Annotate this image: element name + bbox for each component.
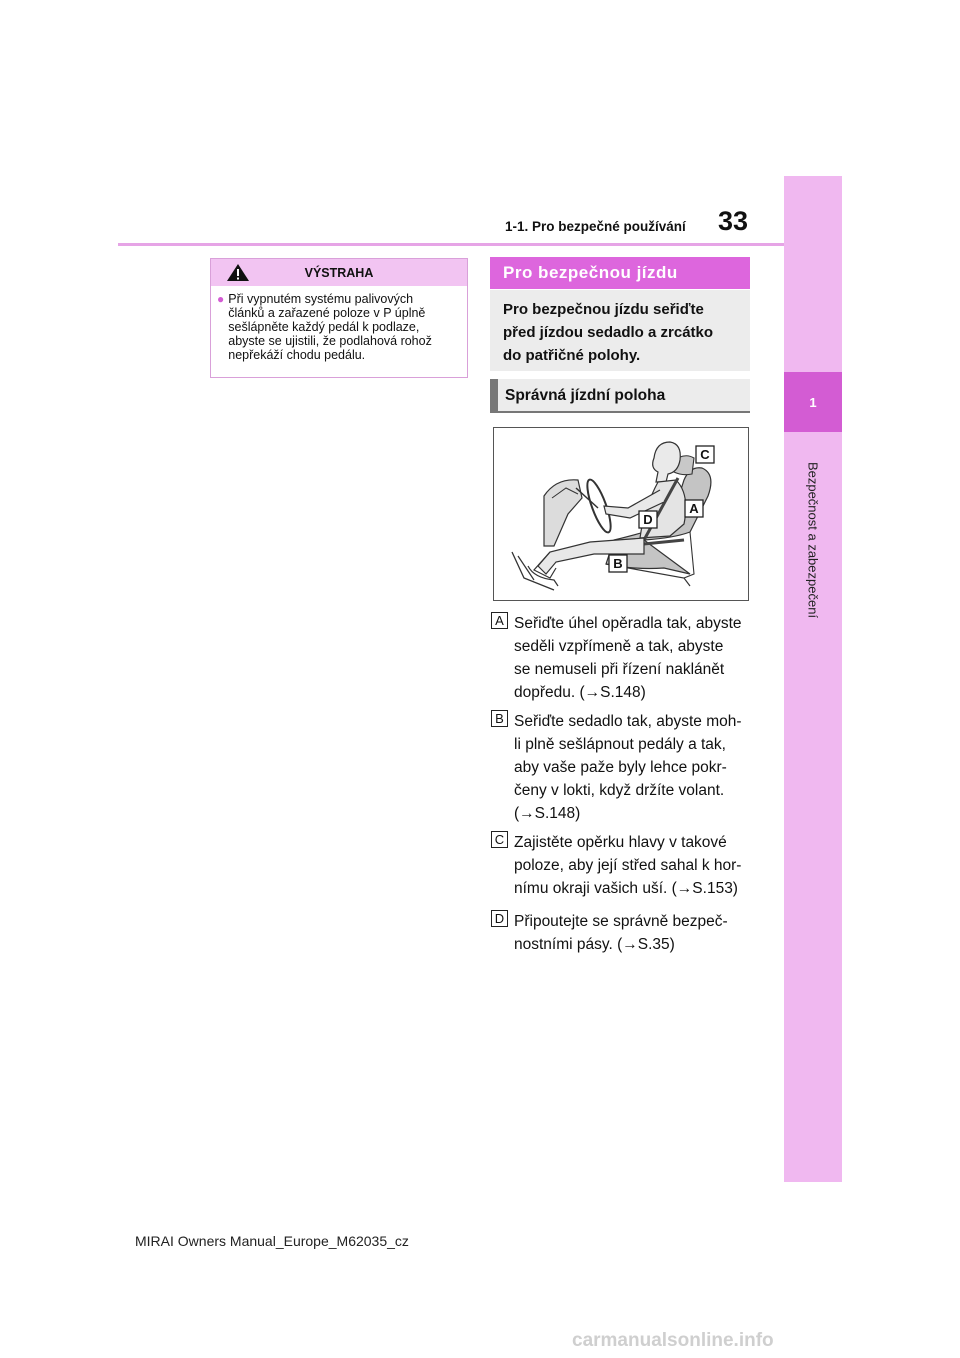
item-text [514, 831, 753, 900]
item-line: Seřiďte úhel opěradla tak, abyste [514, 615, 742, 632]
warning-box [210, 258, 468, 378]
item-line: aby vaše paže byly lehce pokr- [514, 759, 727, 776]
summary-line: do patřičné polohy. [503, 347, 641, 364]
section-header: 1-1. Pro bezpečné používání [505, 219, 686, 234]
warning-line: sešlápněte každý pedál k podlaze, [228, 320, 420, 334]
item-text [514, 910, 753, 956]
warning-line: nepřekáží chodu pedálu. [228, 348, 366, 362]
bullet-icon: ● [217, 292, 225, 306]
callout-a-label: A [689, 501, 699, 516]
summary-line: před jízdou sedadlo a zrcátko [503, 324, 714, 341]
chapter-side-tab [784, 176, 842, 1182]
section-summary [490, 290, 750, 371]
item-text [514, 612, 753, 704]
page-number: 33 [718, 206, 749, 236]
callout-d-label: D [643, 512, 653, 527]
item-letter: A [491, 612, 508, 629]
warning-body [211, 286, 467, 362]
callout-c-label: C [700, 447, 710, 462]
header-divider [118, 243, 784, 246]
callout-b-label: B [613, 556, 623, 571]
section-title: Pro bezpečnou jízdu [490, 257, 750, 289]
warning-text [228, 292, 432, 362]
item-line: nímu okraji vašich uší. (→S.153) [514, 880, 738, 897]
callout-a [685, 500, 703, 517]
item-text [514, 710, 753, 825]
item-line: poloze, aby její střed sahal k hor- [514, 857, 742, 874]
warning-title: VÝSTRAHA [304, 265, 374, 280]
callout-b [609, 555, 627, 572]
item-line: Připoutejte se správně bezpeč- [514, 913, 728, 930]
item-line: li plně sešlápnout pedály a tak, [514, 736, 726, 753]
item-line: Seřiďte sedadlo tak, abyste moh- [514, 713, 742, 730]
item-letter: B [491, 710, 508, 727]
item-line: Zajistěte opěrku hlavy v takové [514, 834, 727, 851]
item-letter: C [491, 831, 508, 848]
item-line: seděli vzpřímeně a tak, abyste [514, 638, 724, 655]
subsection-title: Správná jízdní poloha [490, 379, 750, 412]
callout-d [639, 511, 657, 528]
warning-triangle-icon [226, 263, 250, 285]
warning-line: abyste se ujistili, že podlahová rohož [228, 334, 432, 348]
item-line: (→S.148) [514, 805, 581, 822]
subsection-divider [490, 411, 750, 413]
callout-c [696, 446, 714, 463]
instruction-item-b [491, 710, 753, 825]
item-line: čeny v lokti, když držíte volant. [514, 782, 725, 799]
item-line: dopředu. (→S.148) [514, 684, 646, 701]
driving-position-figure [493, 427, 749, 601]
summary-line: Pro bezpečnou jízdu seřiďte [503, 301, 704, 318]
warning-line: článků a zařazené poloze v P úplně [228, 306, 426, 320]
item-line: nostními pásy. (→S.35) [514, 936, 675, 953]
chapter-number-tab[interactable] [784, 372, 842, 432]
warning-line: Při vypnutém systému palivových [228, 292, 414, 306]
driver-seat-illustration [494, 428, 748, 600]
item-line: se nemuseli při řízení naklánět [514, 661, 725, 678]
instruction-item-d [491, 910, 753, 956]
instruction-item-a [491, 612, 753, 704]
warning-header [211, 259, 467, 286]
chapter-title: Bezpečnost a zabezpečení [805, 461, 821, 619]
instruction-item-c [491, 831, 753, 900]
watermark[interactable]: carmanualsonline.info [572, 1330, 774, 1351]
chapter-number: 1 [809, 394, 817, 410]
manual-footer: MIRAI Owners Manual_Europe_M62035_cz [135, 1233, 409, 1249]
item-letter: D [491, 910, 508, 927]
